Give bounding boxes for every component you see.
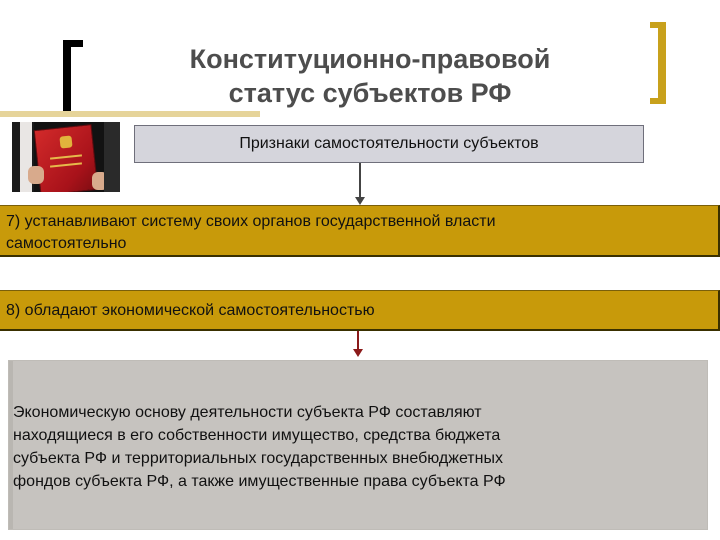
right-bracket-decoration-top (650, 22, 666, 28)
connector-arrow-down-icon (355, 197, 365, 205)
signs-header-label: Признаки самостоятельности субъектов (239, 135, 539, 152)
item-8-box (0, 290, 720, 331)
signs-header-box (134, 125, 644, 163)
right-bracket-decoration-bottom (650, 98, 666, 104)
slide-title-line-2: статус субъектов РФ (228, 78, 512, 108)
description-line: находящиеся в его собственности имущество, средства бюджета (13, 427, 501, 444)
connector-arrow-down-icon-2 (353, 349, 363, 357)
item-7-box (0, 205, 720, 257)
description-line: субъекта РФ и территориальных государственных внебюджетных (13, 450, 503, 467)
item-8-line-1: 8) обладают экономической самостоятельностью (6, 302, 375, 319)
title-underline-decoration (0, 111, 260, 117)
constitution-book-photo (12, 122, 120, 192)
item-7-line-1: 7) устанавливают систему своих органов государственной власти (6, 213, 496, 230)
description-line: фондов субъекта РФ, а также имущественные права субъекта РФ (13, 473, 506, 490)
economic-basis-description-box (8, 360, 708, 530)
item-7-line-2: самостоятельно (6, 235, 127, 252)
slide-title-line-1: Конституционно-правовой (189, 44, 551, 74)
connector-arrow-line-2 (357, 331, 359, 351)
connector-arrow-line (359, 163, 361, 199)
description-line: Экономическую основу деятельности субъекта РФ составляют (13, 404, 482, 421)
left-bracket-decoration (63, 40, 71, 116)
right-bracket-decoration (658, 22, 666, 104)
left-bracket-decoration-top (63, 40, 83, 47)
slide-title (120, 42, 620, 110)
